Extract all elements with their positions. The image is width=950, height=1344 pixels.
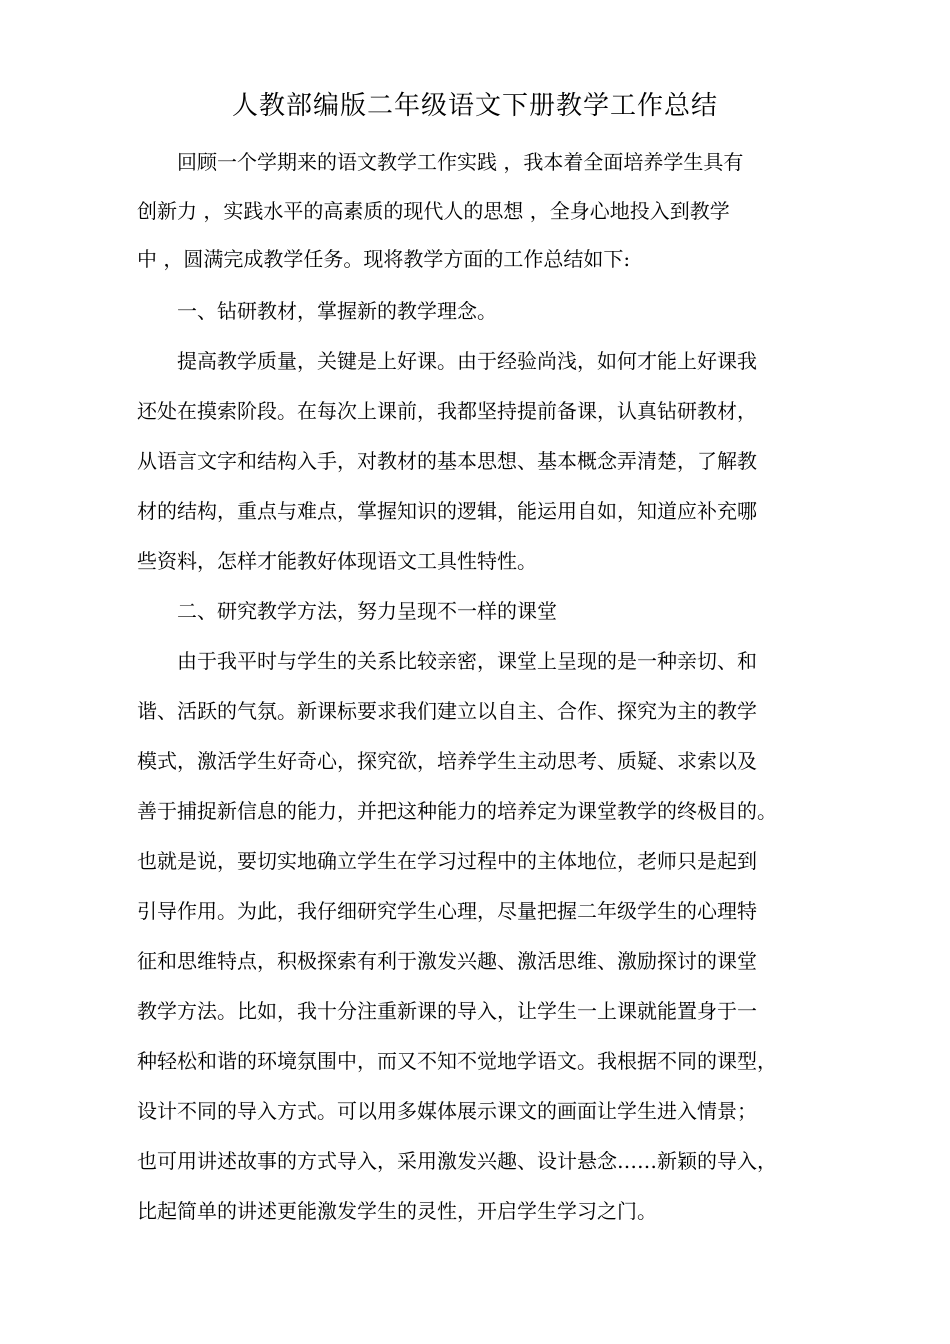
- text-line: 从语言文字和结构入手，对教材的基本思想、基本概念弄清楚，了解教: [137, 449, 757, 473]
- text-line: 征和思维特点，积极探索有利于激发兴趣、激活思维、激励探讨的课堂: [137, 949, 757, 973]
- text-line: 回顾一个学期来的语文教学工作实践 ，我本着全面培养学生具有: [137, 150, 744, 174]
- text-line: 还处在摸索阶段。在每次上课前，我都坚持提前备课，认真钻研教材，: [137, 399, 757, 423]
- text-line: 中 ，圆满完成教学任务。现将教学方面的工作总结如下:: [137, 247, 631, 271]
- text-line: 模式，激活学生好奇心，探究欲，培养学生主动思考、质疑、求索以及: [137, 749, 757, 773]
- text-line: 教学方法。比如，我十分注重新课的导入，让学生一上课就能置身于一: [137, 999, 757, 1023]
- text-line: 提高教学质量，关键是上好课。由于经验尚浅，如何才能上好课我: [137, 349, 757, 373]
- section-heading: 二、研究教学方法，努力呈现不一样的课堂: [137, 599, 557, 623]
- text-line: 谐、活跃的气氛。新课标要求我们建立以自主、合作、探究为主的教学: [137, 699, 757, 723]
- document-title: 人教部编版二年级语文下册教学工作总结: [231, 91, 718, 121]
- text-line: 由于我平时与学生的关系比较亲密，课堂上呈现的是一种亲切、和: [137, 649, 757, 673]
- text-line: 善于捕捉新信息的能力，并把这种能力的培养定为课堂教学的终极目的。: [137, 799, 777, 823]
- section-heading: 一、钻研教材，掌握新的教学理念。: [137, 299, 497, 323]
- text-line: 设计不同的导入方式。可以用多媒体展示课文的画面让学生进入情景；: [137, 1099, 757, 1123]
- text-line: 些资料，怎样才能教好体现语文工具性特性。: [137, 549, 537, 573]
- text-line: 也可用讲述故事的方式导入，采用激发兴趣、设计悬念……新颖的导入，: [137, 1149, 777, 1173]
- text-line: 材的结构，重点与难点，掌握知识的逻辑，能运用自如，知道应补充哪: [137, 499, 757, 523]
- text-line: 引导作用。为此，我仔细研究学生心理，尽量把握二年级学生的心理特: [137, 899, 757, 923]
- text-line: 比起简单的讲述更能激发学生的灵性，开启学生学习之门。: [137, 1199, 657, 1223]
- text-line: 也就是说，要切实地确立学生在学习过程中的主体地位，老师只是起到: [137, 849, 757, 873]
- text-line: 种轻松和谐的环境氛围中，而又不知不觉地学语文。我根据不同的课型，: [137, 1049, 777, 1073]
- text-line: 创新力 ，实践水平的高素质的现代人的思想 ，全身心地投入到教学: [137, 199, 730, 223]
